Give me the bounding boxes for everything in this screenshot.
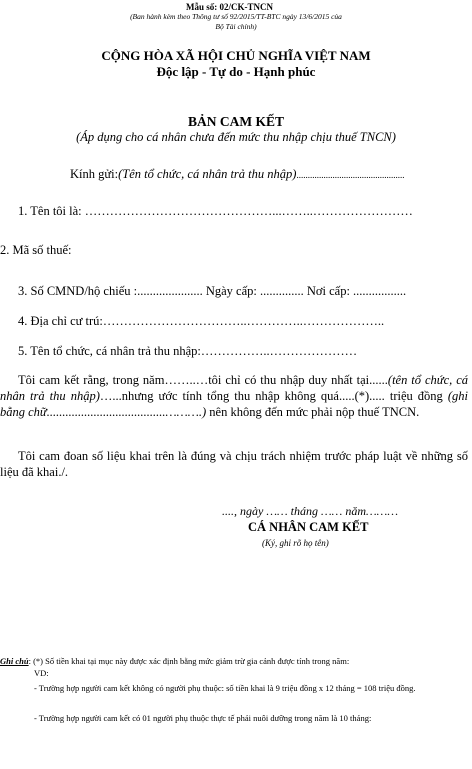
field-tax-code: 2. Mã số thuế: [0,243,72,257]
footnote [0,656,468,667]
commitment-in-words-dots: ......................................……….) [46,405,207,419]
recipient-dots: ................................................ [296,170,405,180]
form-issuance-note-text: (Ban hành kèm theo Thông tư số 92/2015/TT-BTC ngày 13/6/2015 của Bộ Tài chính) [130,12,342,31]
field-full-name: 1. Tên tôi là: ………………………………………...……..…………………… [18,204,413,218]
recipient-line [70,167,404,182]
commitment-part-a: Tôi cam kết rằng, trong năm……..…tôi chỉ có thu nhập duy nhất tại...... [18,373,388,387]
commitment-paragraph [0,372,468,420]
commitment-part-f: nên không đến mức phải nộp thuế TNCN. [206,405,420,419]
form-code: Mẫu số: 02/CK-TNCN [186,2,273,12]
document-title: BẢN CAM KẾT [187,114,284,129]
recipient-label: Kính gửi: [70,167,119,181]
field-income-payer: 5. Tên tổ chức, cá nhân trả thu nhập:……………..………………… [18,344,358,358]
commitment-part-c: …...nhưng ước tính tổng thu nhập không quá.....(*)..... triệu đồng [99,389,448,403]
footnote-example-2: - Trường hợp người cam kết có 01 người phụ thuộc thực tế phải nuôi dưỡng trong năm là 10 tháng: [34,713,372,723]
field-residence-address: 4. Địa chỉ cư trú:……………………………..…………..……………….. [18,314,385,328]
footnote-example-1: - Trường hợp người cam kết không có người phụ thuộc: số tiền khai là 9 triệu đồng x 12 tháng = 108 triệu đồng. [34,683,416,693]
commitment-payer-placeholder: (tên tổ chức, cá nhân trả thu nhập) [0,373,468,403]
signature-date: ...., ngày …… tháng …… năm……… [222,504,399,518]
signer-title: CÁ NHÂN CAM KẾT [248,520,369,534]
national-title: CỘNG HÒA XÃ HỘI CHỦ NGHĨA VIỆT NAM [101,48,371,63]
commitment-in-words-label: (ghi bằng chữ [0,389,468,419]
recipient-placeholder: (Tên tổ chức, cá nhân trả thu nhập) [118,167,297,181]
form-issuance-note [130,12,342,32]
footnote-text: : (*) Số tiền khai tại mục này được xác định bằng mức giảm trừ gia cảnh được tính trong năm: [28,656,350,666]
declaration-paragraph: Tôi cam đoan số liệu khai trên là đúng và chịu trách nhiệm trước pháp luật về những số liệu đã khai./. [0,449,468,479]
document-subtitle: (Áp dụng cho cá nhân chưa đến mức thu nhập chịu thuế TNCN) [76,130,396,144]
footnote-label: Ghi chú [0,656,29,666]
national-motto: Độc lập - Tự do - Hạnh phúc [156,64,316,79]
field-id-card: 3. Số CMND/hộ chiếu :..................... Ngày cấp: .............. Nơi cấp: ................. [18,284,407,298]
footnote-example-label: VD: [34,668,49,678]
signature-instruction: (Ký, ghi rõ họ tên) [262,538,329,548]
